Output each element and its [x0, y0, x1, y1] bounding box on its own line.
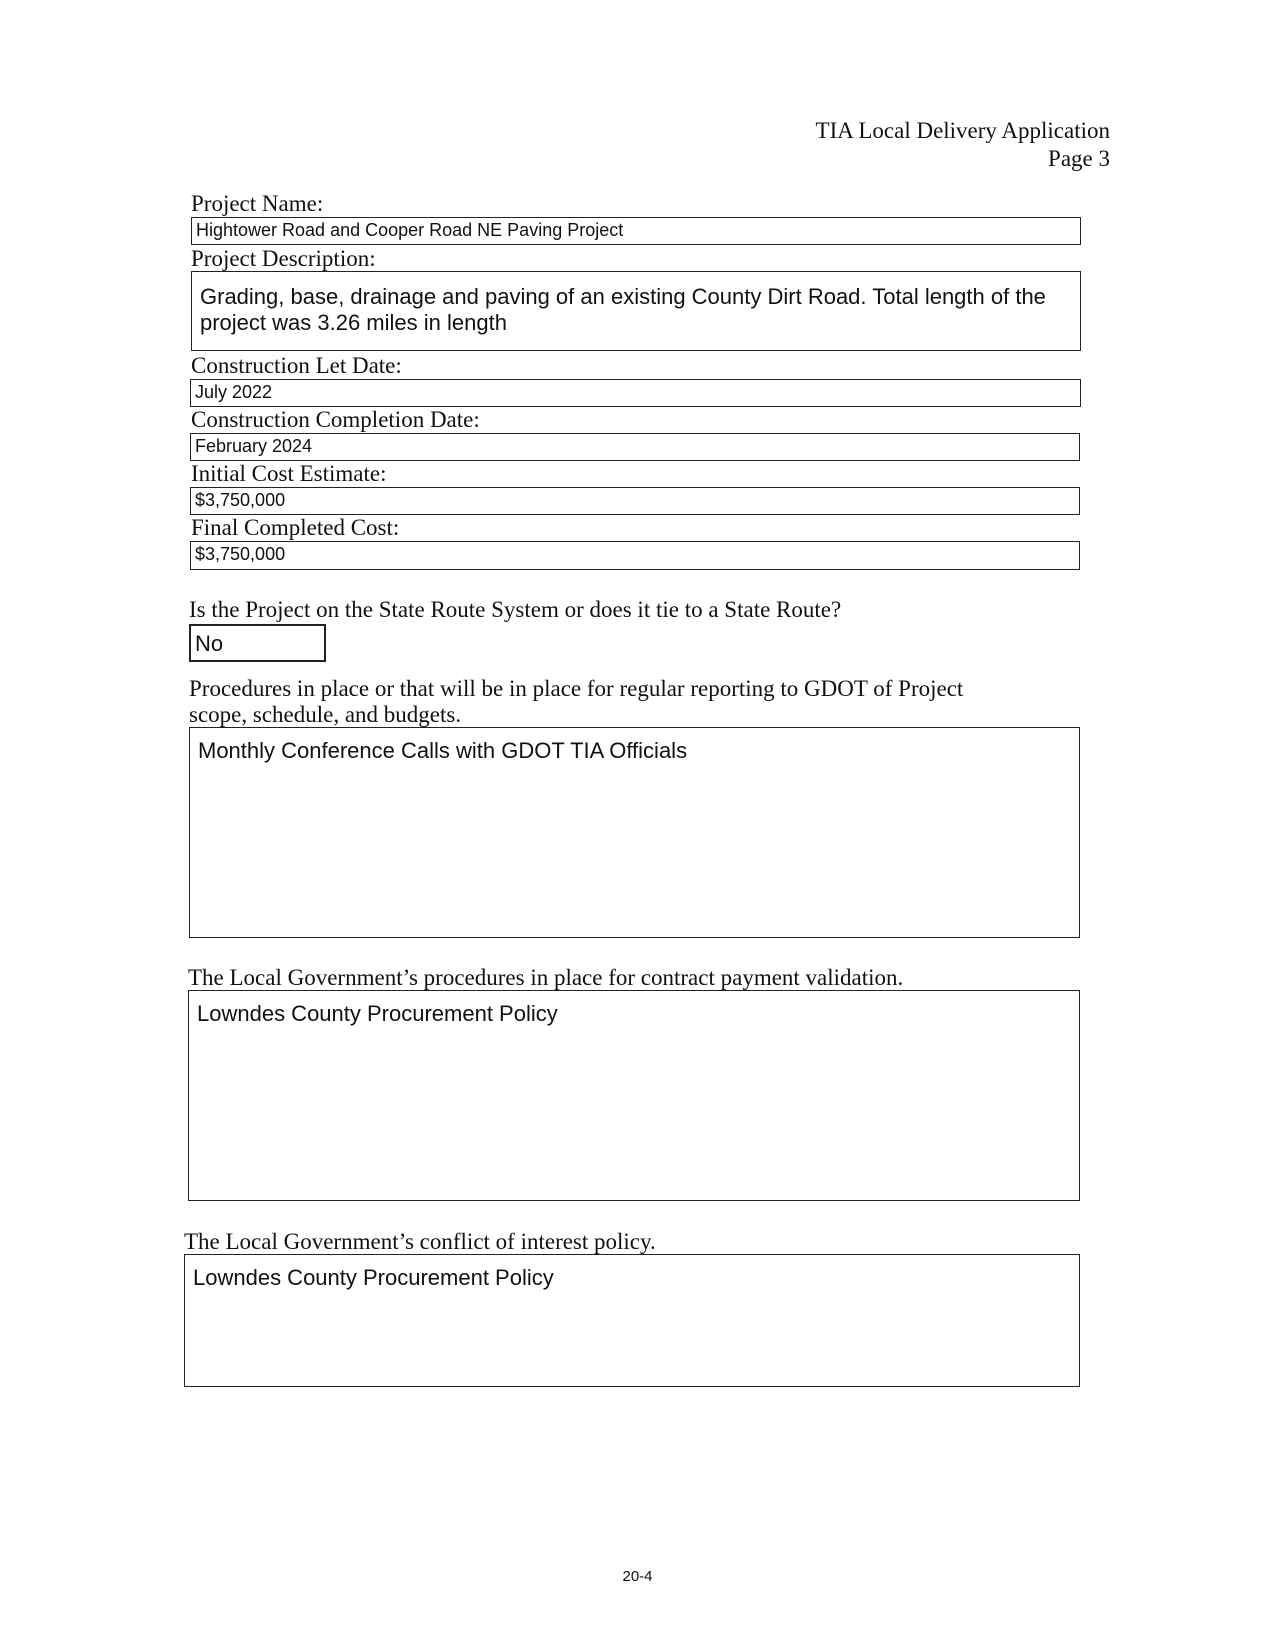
conflict-of-interest-answer-field[interactable]: Lowndes County Procurement Policy: [184, 1254, 1080, 1387]
project-name-label: Project Name:: [191, 191, 324, 216]
state-route-question: Is the Project on the State Route System or does it tie to a State Route?: [189, 597, 842, 622]
page-footer-code: 20-4: [622, 1568, 653, 1585]
project-name-field[interactable]: Hightower Road and Cooper Road NE Paving Project: [191, 217, 1081, 245]
document-header: [816, 117, 1110, 173]
let-date-label: Construction Let Date:: [191, 353, 402, 378]
initial-cost-field[interactable]: $3,750,000: [190, 487, 1080, 515]
reporting-question-line1: Procedures in place or that will be in place for regular reporting to GDOT of Project: [189, 676, 964, 701]
let-date-field[interactable]: July 2022: [190, 379, 1081, 407]
completion-date-label: Construction Completion Date:: [191, 407, 480, 432]
project-description-field[interactable]: Grading, base, drainage and paving of an existing County Dirt Road. Total length of the project was 3.26 miles in length: [191, 271, 1081, 351]
page-number: Page 3: [1048, 146, 1110, 171]
final-cost-field[interactable]: $3,750,000: [190, 541, 1080, 570]
conflict-of-interest-question: The Local Government’s conflict of interest policy.: [184, 1229, 656, 1254]
project-description-label: Project Description:: [191, 246, 376, 271]
completion-date-field[interactable]: February 2024: [190, 433, 1080, 461]
initial-cost-label: Initial Cost Estimate:: [191, 461, 387, 486]
document-title: TIA Local Delivery Application: [815, 118, 1110, 143]
state-route-answer-field[interactable]: No: [189, 624, 326, 662]
payment-validation-answer-field[interactable]: Lowndes County Procurement Policy: [188, 990, 1080, 1201]
payment-validation-question: The Local Government’s procedures in place for contract payment validation.: [188, 965, 904, 990]
final-cost-label: Final Completed Cost:: [191, 515, 400, 540]
reporting-answer-field[interactable]: Monthly Conference Calls with GDOT TIA Officials: [189, 727, 1080, 938]
reporting-question-line2: scope, schedule, and budgets.: [189, 702, 462, 727]
